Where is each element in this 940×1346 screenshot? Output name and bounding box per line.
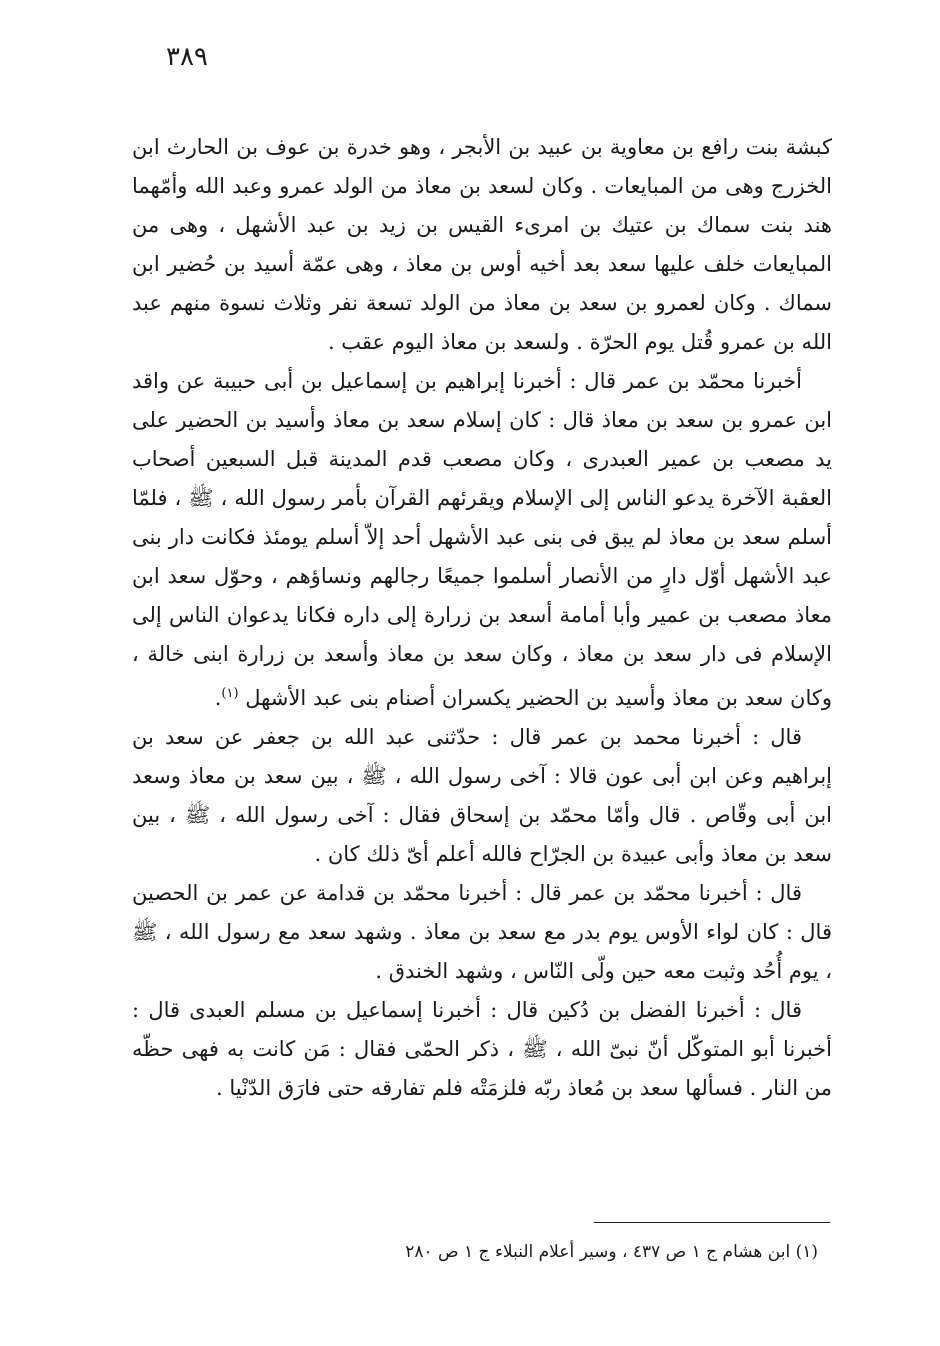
footnote: (١) ابن هشام ج ١ ص ٤٣٧ ، وسير أعلام النبلاء ج ١ ص ٢٨٠ <box>405 1242 818 1262</box>
footnote-marker: (١) <box>221 686 239 701</box>
paragraph-2-text: أخبرنا محمّد بن عمر قال : أخبرنا إبراهيم بن إسماعيل بن أبى حبيبة عن واقد ابن عمرو بن سعد بن معاذ قال : كان إسلام سعد بن معاذ وأسيد بن الحضير على يد مصعب بن عمير العبدرى ، وكان مصعب قدم المدينة قبل السبعين أصحاب العقبة الآخرة يدعو الناس إلى الإسلام ويقرئهم القرآن بأمر رسول الله ، ﷺ ، فلمّا أسلم سعد بن معاذ لم يبق فى بنى عبد الأشهل أحد إلاّ أسلم يومئذ فكانت دار بنى عبد الأشهل أوّل دارٍ من الأنصار أسلموا جميعًا رجالهم ونساؤهم ، وحوّل سعد ابن معاذ مصعب بن عمير وأبا أمامة أسعد بن زرارة إلى داره فكانا يدعوان الناس إلى الإسلام فى دار سعد بن معاذ ، وكان سعد بن معاذ وأسعد بن زرارة ابنى خالة ، وكان سعد بن معاذ وأسيد بن الحضير يكسران أصنام بنى عبد الأشهل <box>132 369 832 710</box>
page-number: ٣٨٩ <box>166 42 208 72</box>
paragraph-3: قال : أخبرنا محمد بن عمر قال : حدّثنى عبد الله بن جعفر عن سعد بن إبراهيم وعن ابن أبى عون قالا : آخى رسول الله ، ﷺ ، بين سعد بن معاذ وسعد ابن أبى وقّاص . قال وأمّا محمّد بن إسحاق فقال : آخى رسول الله ، ﷺ ، بين سعد بن معاذ وأبى عبيدة بن الجرّاح فالله أعلم أىّ ذلك كان . <box>132 725 832 866</box>
footnote-divider <box>594 1222 830 1223</box>
paragraph-1: كبشة بنت رافع بن معاوية بن عبيد بن الأبجر ، وهو خدرة بن عوف بن الحارث ابن الخزرج وهى من المبايعات . وكان لسعد بن معاذ من الولد عمرو وعبد الله وأمّهما هند بنت سماك بن عتيك بن امرىء القيس بن زيد بن عبد الأشهل ، وهى من المبايعات خلف عليها سعد بعد أخيه أوس بن معاذ ، وهى عمّة أسيد بن حُضير ابن سماك . وكان لعمرو بن سعد بن معاذ من الولد تسعة نفر وثلاث نسوة منهم عبد الله بن عمرو قُتل يوم الحرّة . ولسعد بن معاذ اليوم عقب . <box>132 135 832 354</box>
paragraph-4: قال : أخبرنا محمّد بن عمر قال : أخبرنا محمّد بن قدامة عن عمر بن الحصين قال : كان لواء الأوس يوم بدر مع سعد بن معاذ . وشهد سعد مع رسول الله ، ﷺ ، يوم أُحُد وثبت معه حين ولّى النّاس ، وشهد الخندق . <box>132 881 832 983</box>
main-text <box>132 128 832 1108</box>
paragraph-2-end: . <box>214 686 222 710</box>
paragraph-2 <box>132 362 832 718</box>
paragraph-5: قال : أخبرنا الفضل بن دُكين قال : أخبرنا إسماعيل بن مسلم العبدى قال : أخبرنا أبو المتوكّل أنّ نبىّ الله ، ﷺ ، ذكر الحمّى فقال : مَن كانت به فهى حظّه من النار . فسألها سعد بن مُعاذ ربّه فلزمَتْه فلم تفارقه حتى فارَق الدّنْيا . <box>132 998 832 1100</box>
